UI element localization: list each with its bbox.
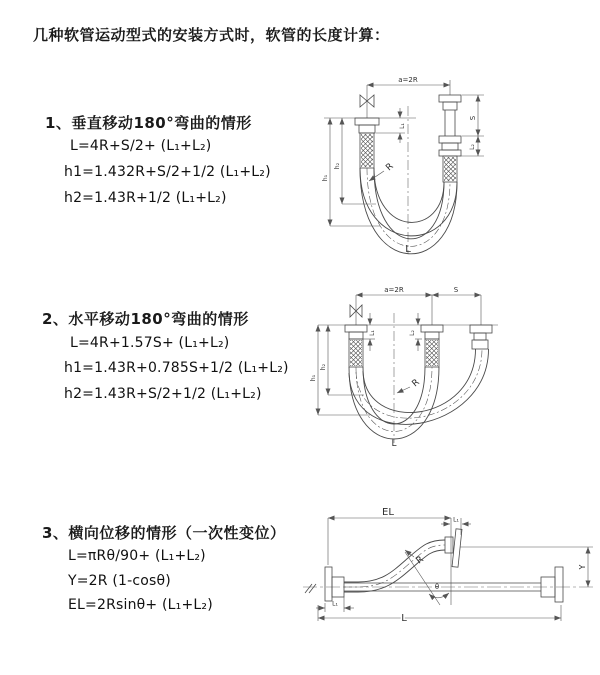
d3-el-dimension xyxy=(328,507,451,605)
d3-y-dimension xyxy=(460,547,593,587)
d1-centerlines xyxy=(367,80,450,254)
d1-l1-dimension xyxy=(376,108,406,143)
d2-top-dimensions xyxy=(356,286,481,295)
d3-break-symbol xyxy=(305,584,316,593)
d1-right-pipe xyxy=(439,95,461,182)
section3-formula-EL: EL=2Rsinθ+ (L₁+L₂) xyxy=(68,597,213,613)
d1-radius-annotation xyxy=(369,162,396,181)
d1-s-l2-dimensions xyxy=(459,95,484,156)
section3-formula-Y: Y=2R (1-cosθ) xyxy=(68,573,171,589)
section2-formula-L: L=4R+1.57S+ (L₁+L₂) xyxy=(70,335,230,351)
d1-label-l1: L₁ xyxy=(399,123,406,129)
page-title: 几种软管运动型式的安装方式时，软管的长度计算： xyxy=(33,26,390,44)
d1-label-l: L xyxy=(405,244,411,255)
d1-height-dimensions xyxy=(322,118,380,226)
d2-centerlines xyxy=(356,295,481,443)
d3-label-theta: θ xyxy=(434,583,440,591)
d1-hose-loops xyxy=(360,168,457,254)
d2-label-a2r: a=2R xyxy=(384,286,404,294)
d3-length-dimension xyxy=(318,605,561,624)
d1-label-h2: h₂ xyxy=(334,162,341,170)
d2-label-l: L xyxy=(391,439,397,449)
d2-label-l2: L₂ xyxy=(409,330,416,336)
d3-label-l: L xyxy=(401,613,407,624)
d2-label-h1: h₁ xyxy=(310,374,317,382)
d2-fitting-dimensions xyxy=(363,313,422,351)
section2-heading: 2、水平移动180°弯曲的情形 xyxy=(42,310,249,328)
d3-angle-construction xyxy=(405,552,449,605)
d3-label-el: EL xyxy=(382,507,394,518)
d1-top-dimension xyxy=(367,76,450,85)
d3-left-flange xyxy=(325,567,344,601)
d2-label-r: R xyxy=(410,377,422,390)
d3-label-l1-top: L₁ xyxy=(453,516,459,524)
section1-formula-h2: h2=1.43R+1/2 (L₁+L₂) xyxy=(64,190,227,206)
d1-label-l2: L₂ xyxy=(469,144,476,150)
d3-s-curve-hose xyxy=(344,529,462,592)
section1-formula-L: L=4R+S/2+ (L₁+L₂) xyxy=(70,138,212,154)
d3-displaced-flange xyxy=(452,529,462,567)
d2-middle-pipe xyxy=(421,325,443,367)
section1-heading: 1、垂直移动180°弯曲的情形 xyxy=(45,114,252,132)
d3-label-r: R xyxy=(414,554,426,567)
section3-formula-L: L=πRθ/90+ (L₁+L₂) xyxy=(68,548,206,564)
d2-right-pipe xyxy=(470,325,492,349)
diagram-horizontal-180-bend xyxy=(312,283,600,450)
d1-label-r: R xyxy=(384,161,396,174)
section2-formula-h1: h1=1.43R+0.785S+1/2 (L₁+L₂) xyxy=(64,360,289,376)
diagram-vertical-180-bend xyxy=(312,70,600,268)
d3-label-l1-bottom: L₁ xyxy=(332,600,338,608)
d2-label-l1: L₁ xyxy=(369,330,376,336)
d1-label-h1: h₁ xyxy=(322,174,329,182)
d2-radius-annotation xyxy=(397,378,422,393)
d2-left-pipe xyxy=(345,325,367,367)
section1-formula-h1: h1=1.432R+S/2+1/2 (L₁+L₂) xyxy=(64,164,271,180)
section3-heading: 3、横向位移的情形（一次性变位） xyxy=(42,524,286,542)
d3-label-y: Y xyxy=(578,564,587,570)
d2-hose-loops xyxy=(349,349,489,439)
d1-label-a2r: a=2R xyxy=(398,76,418,84)
d2-label-s: S xyxy=(453,286,459,294)
d3-l1-bottom-dimension xyxy=(316,597,354,612)
d1-label-s: S xyxy=(469,115,477,121)
section2-formula-h2: h2=1.43R+S/2+1/2 (L₁+L₂) xyxy=(64,386,262,402)
d2-label-h2: h₂ xyxy=(320,363,327,371)
diagram-lateral-displacement xyxy=(298,505,600,650)
